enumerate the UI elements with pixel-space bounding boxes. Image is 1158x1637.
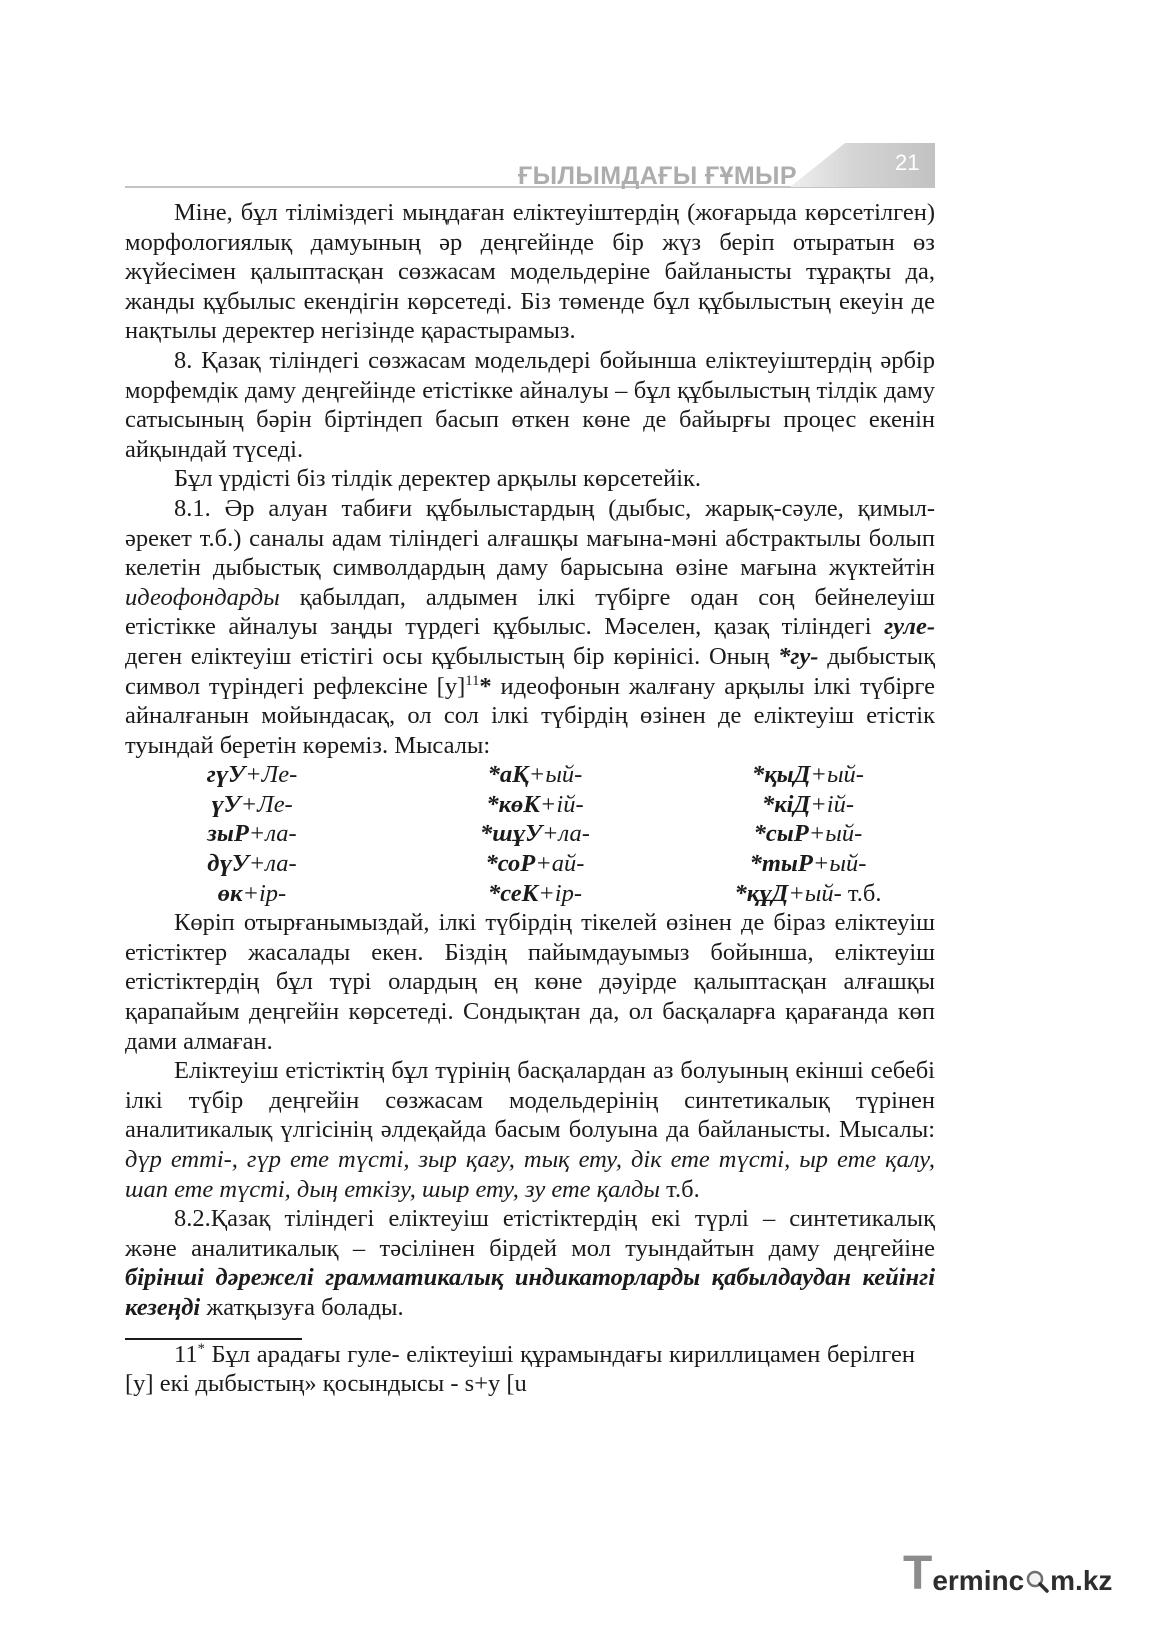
example-suffix: +ый- [812, 850, 867, 878]
example-cell [379, 760, 691, 790]
example-suffix: +ай- [535, 850, 585, 878]
example-root: *сыР [753, 820, 809, 848]
paragraph-text: 8.2.Қазақ тіліндегі еліктеуіш етістіктердің екі түрлі – синтетикалық және аналитикалық – тәсілінен бірдей мол туындайтын даму деңгейіне [125, 1205, 935, 1262]
example-root: гүУ [206, 761, 246, 789]
paragraph-text: деген еліктеуіш етістігі осы құбылыстың бір көрінісі. Оның [125, 642, 779, 670]
example-suffix: +ла- [248, 850, 297, 878]
footnote-ref-star: * [479, 672, 492, 700]
footnote [125, 1340, 915, 1399]
example-cell [125, 849, 379, 879]
example-root: үУ [211, 790, 241, 818]
paragraph-text: т.б. [660, 1175, 700, 1203]
example-cell [125, 760, 379, 790]
example-suffix: +Ле- [245, 761, 298, 789]
example-suffix: +Ле- [240, 790, 293, 818]
example-cell [379, 849, 691, 879]
example-suffix: +ый- [810, 761, 864, 789]
example-cell [125, 790, 379, 820]
example-suffix: +ір- [242, 879, 287, 907]
example-root: *кіД [762, 790, 811, 818]
example-root: *қыД [752, 761, 811, 789]
example-cell [691, 819, 925, 849]
paragraph-text: дыбыстық символ түріндегі рефлексіне [у] [125, 642, 935, 700]
paragraph [125, 908, 935, 1056]
running-title: ҒЫЛЫМДАҒЫ ҒҰМЫР [518, 162, 797, 190]
page-number: 21 [895, 150, 920, 175]
example-root: өк [217, 879, 243, 907]
logo-text-end: m.kz [1050, 1565, 1113, 1596]
example-cell [691, 790, 925, 820]
example-suffix: +ый- [528, 761, 583, 789]
example-cell [691, 849, 925, 879]
example-root: *соР [485, 850, 536, 878]
example-cell [125, 879, 379, 909]
example-suffix: +ій- [810, 790, 854, 818]
paragraph-text: қабылдап, алдымен ілкі түбірге одан соң бейнелеуіш етістікке айналуы заңды түрдегі құбылыс. Мәселен, қазақ тіліндегі [125, 583, 935, 641]
paragraph-text: 8. Қазақ тіліндегі сөзжасам модельдері бойынша еліктеуіштердің әрбір морфемдік даму деңгейінде етістікке айналуы – бұл құбылыстың тілдік даму сатысының бәрін біртіндеп басып өткен көне де байырғы процес екенін айқындай түседі. [125, 346, 935, 463]
paragraph [125, 464, 935, 494]
footnote-star: * [197, 1341, 205, 1358]
example-cell [379, 879, 691, 909]
paragraph-text: Бұл үрдісті біз тілдік деректер арқылы көрсетейік. [174, 465, 702, 493]
example-suffix: +ла- [542, 820, 590, 848]
paragraph-text: 8.1. Әр алуан табиғи құбылыстардың (дыбыс, жарық-сәуле, қимыл-әрекет т.б.) саналы адам тіліндегі алғашқы мағына-мәні абстрактылы болып келетін дыбыстық символдардың даму барысына өзіне мағына жүктейтін [125, 494, 935, 582]
paragraph [125, 198, 935, 346]
main-text [125, 198, 935, 1399]
watermark-logo [903, 1547, 1113, 1600]
example-root: зыР [207, 820, 249, 848]
bold-italic-term: гуле- [884, 613, 935, 641]
example-root: *тыР [749, 850, 813, 878]
example-root: *аҚ [487, 761, 529, 789]
magnifier-icon [1025, 1569, 1049, 1593]
example-cell [125, 819, 379, 849]
example-cell [379, 819, 691, 849]
example-cell [691, 760, 925, 790]
paragraph-text: идеофонын жалғану арқылы ілкі түбірге айналғанын мойындасақ, ол сол ілкі түбірдің өзінен де еліктеуіш етістік туындай беретін көреміз. Мысалы: [125, 672, 935, 759]
example-cell [379, 790, 691, 820]
bold-italic-term: *гу- [778, 642, 819, 670]
example-root: *көК [486, 790, 540, 818]
logo-initial: T [903, 1547, 933, 1600]
footnote-text: Бұл арадағы гуле- еліктеуіші құрамындағы кириллицамен берілген [у] екі дыбыстың» қосындысы - s+y [u [125, 1340, 915, 1398]
logo-text-start: erminc [932, 1565, 1025, 1596]
example-root: *шұУ [480, 820, 543, 848]
example-root: *құД [734, 879, 789, 907]
example-suffix: +ый- [808, 820, 863, 848]
example-suffix: +ір- [538, 879, 583, 907]
example-suffix: +ій- [539, 790, 584, 818]
example-cell [691, 879, 925, 909]
paragraph-text: Еліктеуіш етістіктің бұл түрінің басқалардан аз болуының екінші себебі ілкі түбір деңгейін сөзжасам модельдерінің синтетикалық түрінен аналитикалық үлгісінің әлдеқайда басым болуына да байланысты. Мысалы: [125, 1057, 935, 1144]
italic-term: идеофондарды [125, 583, 280, 611]
paragraph-text: Міне, бұл тіліміздегі мыңдаған еліктеуіштердің (жоғарыда көрсетілген) морфологиялық дамуының әр деңгейінде бір жүз беріп отыратын өз жүйесімен қалыптасқан сөзжасам модельдеріне байланысты тұрақты да, жанды құбылыс екендігін көрсетеді. Біз төменде бұл құбылыстың екеуін де нақтылы деректер негізінде қарастырамыз. [125, 199, 935, 345]
italic-examples: дүр етті-, гүр ете түсті, зыр қағу, тық ету, дік ете түсті, ыр ете қалу, шап ете түсті, дың еткізу, шыр ету, зу ете қалды [125, 1146, 935, 1203]
example-suffix: +ый- [788, 879, 842, 907]
paragraph [125, 494, 935, 760]
example-suffix: +ла- [248, 820, 297, 848]
paragraph-text: Көріп отырғанымыздай, ілкі түбірдің тікелей өзінен де біраз еліктеуіш етістіктер жасалады екен. Біздің пайымдауымыз бойынша, еліктеуіш етістіктердің бұл түрі олардың ең көне дәуірде қалыптасқан алғашқы қарапайым деңгейін көрсетеді. Сондықтан да, ол басқаларға қарағанда көп дами алмаған. [125, 909, 935, 1055]
paragraph-text: жатқызуға болады. [200, 1293, 404, 1321]
example-root: дүУ [207, 850, 249, 878]
paragraph [125, 1204, 935, 1322]
footnote-number: 11 [174, 1340, 198, 1368]
paragraph [125, 1056, 935, 1204]
bold-italic-term: бірінші дәрежелі грамматикалық индикаторларды қабылдаудан кейінгі кезеңді [125, 1264, 935, 1321]
example-root: *сеК [487, 879, 539, 907]
footnote-ref: 11 [465, 673, 480, 690]
example-note: т.б. [841, 879, 882, 907]
examples-table [125, 760, 935, 908]
paragraph [125, 346, 935, 464]
